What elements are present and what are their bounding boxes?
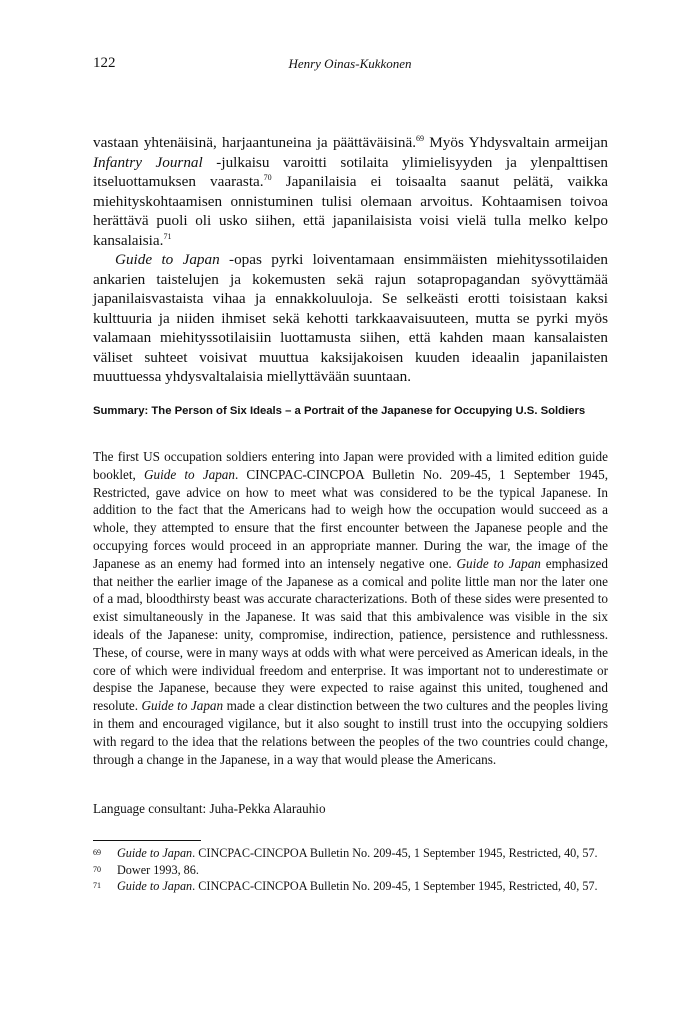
- page-header: [93, 55, 607, 77]
- text-run: The first US occupation soldiers entering into Japan were provided with a limited edition guide booklet,: [93, 449, 608, 482]
- footnote-69: [93, 846, 608, 862]
- footnote-ref-71: 71: [163, 231, 172, 241]
- footnotes: [93, 846, 608, 896]
- text-run: emphasized that neither the earlier image of the Japanese as a comical and polite little man nor the later one of a mad, bloodthirsty beast was accurate characterizations. Both of these sides were presented to exist simultaneously in the Japanese. It was said that this ambivalence was visible in the six ideals of the Japanese: unity, compromise, indirection, patience, persistence and ruthlessness. These, of course, were in many ways at odds with what were perceived as American ideals, in the core of which were individual freedom and enterprise. It was important not to underestimate or despise the Japanese, because they were expected to raise against this united, toughened and resolute.: [93, 555, 609, 714]
- text-run: -julkaisu varoitti sotilaita ylimielisyyden ja ylenpalttisen itseluottamuksen vaarasta.: [93, 153, 608, 190]
- text-run: Dower 1993, 86.: [117, 862, 199, 877]
- finnish-paragraph-2: [93, 250, 608, 387]
- guide-to-japan-title: Guide to Japan: [117, 879, 193, 893]
- footnote-number: 69: [93, 848, 101, 857]
- text-run: Myös Yhdysvaltain armeijan: [424, 134, 608, 151]
- text-run: Japanilaisia ei toisaalta saanut pelätä, vaikka miehityskohtaamisen onnistuminen tulisi olemaan arvoitus. Kohtaamisen toivoa herättävä puoli oli usko siihen, että japanilaisista voisi vielä tulla melko kelpo kansalaisia.: [93, 173, 608, 249]
- finnish-body-text: [93, 133, 608, 387]
- guide-to-japan-title: Guide to Japan: [456, 555, 541, 571]
- footnote-70: [93, 863, 608, 879]
- summary-paragraph: [93, 448, 608, 768]
- guide-to-japan-title: Guide to Japan: [144, 466, 235, 482]
- guide-to-japan-title: Guide to Japan: [115, 251, 220, 268]
- footnote-number: 70: [93, 864, 101, 874]
- text-run: . CINCPAC-CINCPOA Bulletin No. 209-45, 1 September 1945, Restricted, gave advice on how to meet what was considered to be the typical Japanese. In addition to the fact that the Americans had to weigh how the occupation would succeed as a whole, they attempted to ensure that the first encounter between the Japanese people and the occupying forces would proceed in an appropriate manner. During the war, the image of the Japanese as an enemy had formed into an intensely negative one.: [93, 466, 608, 571]
- summary-body: [93, 448, 608, 768]
- text-run: made a clear distinction between the two cultures and the peoples living in them and encouraged vigilance, but it also sought to instill trust into the occupying soldiers with regard to the idea that the relations between the peoples of the two countries could change, through a change in the Japanese, in a way that would please the Americans.: [93, 698, 608, 767]
- footnote-text: [117, 846, 608, 862]
- infantry-journal-title: Infantry Journal: [93, 153, 203, 171]
- page-number: 122: [93, 55, 116, 71]
- language-consultant: Language consultant: Juha-Pekka Alarauhio: [93, 801, 326, 816]
- footnote-ref-70: 70: [263, 173, 272, 182]
- running-head: Henry Oinas-Kukkonen: [288, 56, 412, 71]
- guide-to-japan-title: Guide to Japan: [117, 846, 193, 860]
- footnote-71: [93, 879, 608, 895]
- footnote-number: 71: [93, 881, 101, 890]
- text-run: . CINCPAC-CINCPOA Bulletin No. 209-45, 1 September 1945, Restricted, 40, 57.: [192, 846, 598, 860]
- footnote-text: [117, 863, 608, 879]
- footnote-ref-69: 69: [416, 134, 425, 143]
- text-run: -opas pyrki loiventamaan ensimmäisten miehityssotilaiden ankarien taistelujen ja kokemusten sekä rajun sotapropagandan syövyttämää japanilaisvastaista vihaa ja ennakkoluuloja. Se selkeästi erotti toisistaan kaksi kulttuuria ja niiden ihmiset sekä kehotti tarkkaavaisuuteen, mutta se pyrki myös valamaan miehityssotilaisiin luottamusta siihen, että kahden maan kansalaisten väliset suhteet voisivat muuttua kaksijakoisen kuuden ideaalin japanilaisten muuttuessa yhdysvaltalaisia miellyttävään suuntaan.: [93, 251, 608, 385]
- text-run: . CINCPAC-CINCPOA Bulletin No. 209-45, 1 September 1945, Restricted, 40, 57.: [192, 879, 598, 893]
- summary-heading: Summary: The Person of Six Ideals – a Portrait of the Japanese for Occupying U.S. Soldiers: [93, 405, 586, 417]
- text-run: vastaan yhtenäisinä, harjaantuneina ja päättäväisinä.: [93, 134, 417, 151]
- footnote-divider: [93, 840, 201, 841]
- finnish-paragraph-1: [93, 133, 608, 250]
- footnote-text: [117, 879, 608, 895]
- guide-to-japan-title: Guide to Japan: [141, 698, 224, 714]
